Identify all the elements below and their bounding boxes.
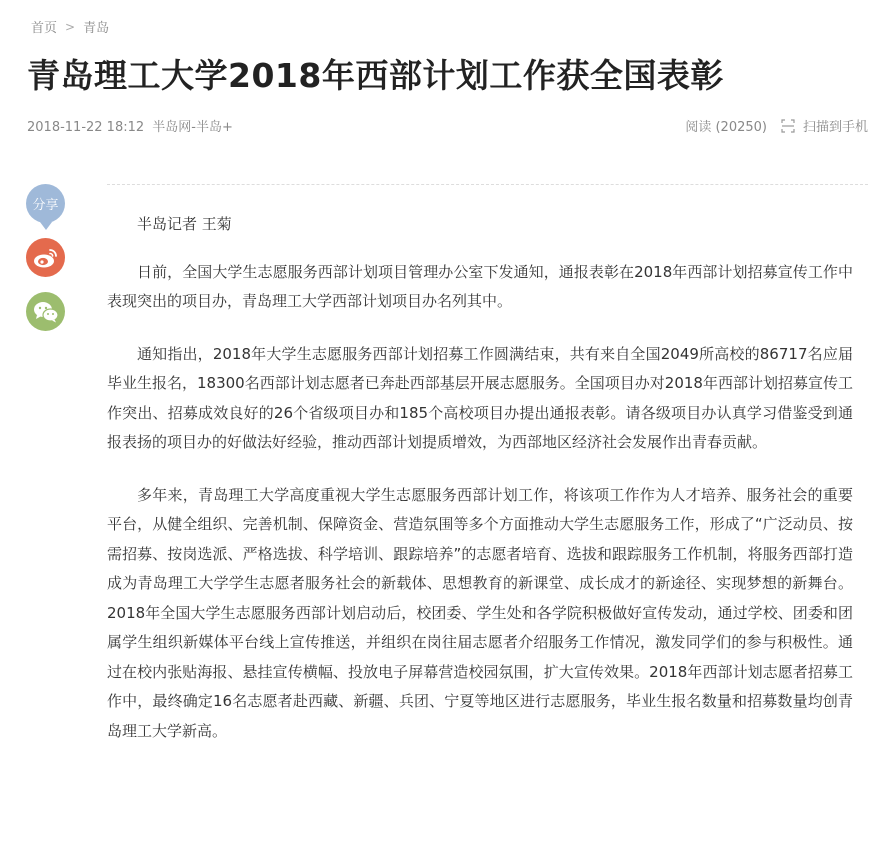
breadcrumb: [31, 17, 109, 36]
breadcrumb-current-link[interactable]: 青岛: [83, 21, 110, 36]
article-paragraph: 日前，全国大学生志愿服务西部计划项目管理办公室下发通知，通报表彰在2018年西部计划招募宣传工作中表现突出的项目办，青岛理工大学西部计划项目办名列其中。: [107, 262, 853, 310]
share-sidebar: [26, 184, 66, 346]
scan-to-phone-link[interactable]: 扫描到手机: [802, 120, 868, 135]
share-label-button[interactable]: 分享: [26, 184, 65, 223]
article-paragraph: 多年来，青岛理工大学高度重视大学生志愿服务西部计划工作，将该项工作作为人才培养、服务社会的重要平台，从健全组织、完善机制、保障资金、营造氛围等多个方面推动大学生志愿服务工作，形成了“广泛动员、按需招募、按岗选派、严格选拔、科学培训、跟踪培养”的志愿者培育、选拔和跟踪服务工作机制，将服务西部打造成为青岛理工大学学生志愿者服务社会的新载体、思想教育的新课堂、成长成才的新途径、实现梦想的新舞台。2018年全国大学生志愿服务西部计划启动后，校团委、学生处和各学院积极做好宣传发动，通过学校、团委和团属学生组织新媒体平台线上宣传推送，并组织在岗往届志愿者介绍服务工作情况，激发同学们的参与积极性。通过在校内张贴海报、悬挂宣传横幅、投放电子屏幕营造校园氛围，扩大宣传效果。2018年西部计划志愿者招募工作中，最终确定16名志愿者赴西藏、新疆、兵团、宁夏等地区进行志愿服务，毕业生报名数量和招募数量均创青岛理工大学新高。: [107, 485, 853, 740]
article-paragraph: 通知指出，2018年大学生志愿服务西部计划招募工作圆满结束，共有来自全国2049所高校的86717名应届毕业生报名，18300名西部计划志愿者已奔赴西部基层开展志愿服务。全国项目办对2018年西部计划招募宣传工作突出、招募成效良好的26个省级项目办和185个高校项目办提出通报表彰。请各级项目办认真学习借鉴受到通报表扬的项目办的好做法好经验，推动西部计划提质增效，为西部地区经济社会发展作出青春贡献。: [107, 344, 853, 451]
article-title: 青岛理工大学2018年西部计划工作获全国表彰: [27, 56, 724, 95]
article-meta-right: [685, 116, 868, 135]
wechat-share-button[interactable]: [26, 292, 65, 331]
article-source: 半岛网-半岛+: [152, 120, 233, 135]
article-meta: [27, 116, 237, 135]
publish-datetime: 2018-11-22 18:12: [27, 120, 145, 135]
weibo-icon: [33, 247, 59, 269]
weibo-share-button[interactable]: [26, 238, 65, 277]
view-count: 阅读 (20250): [685, 120, 767, 135]
breadcrumb-home-link[interactable]: 首页: [31, 21, 58, 36]
article-body: [107, 210, 853, 769]
wechat-icon: [32, 300, 60, 324]
article-author-line: 半岛记者 王菊: [137, 215, 232, 233]
content-divider: [107, 184, 868, 185]
breadcrumb-separator: >: [65, 19, 76, 34]
qr-code-icon[interactable]: [781, 119, 795, 133]
